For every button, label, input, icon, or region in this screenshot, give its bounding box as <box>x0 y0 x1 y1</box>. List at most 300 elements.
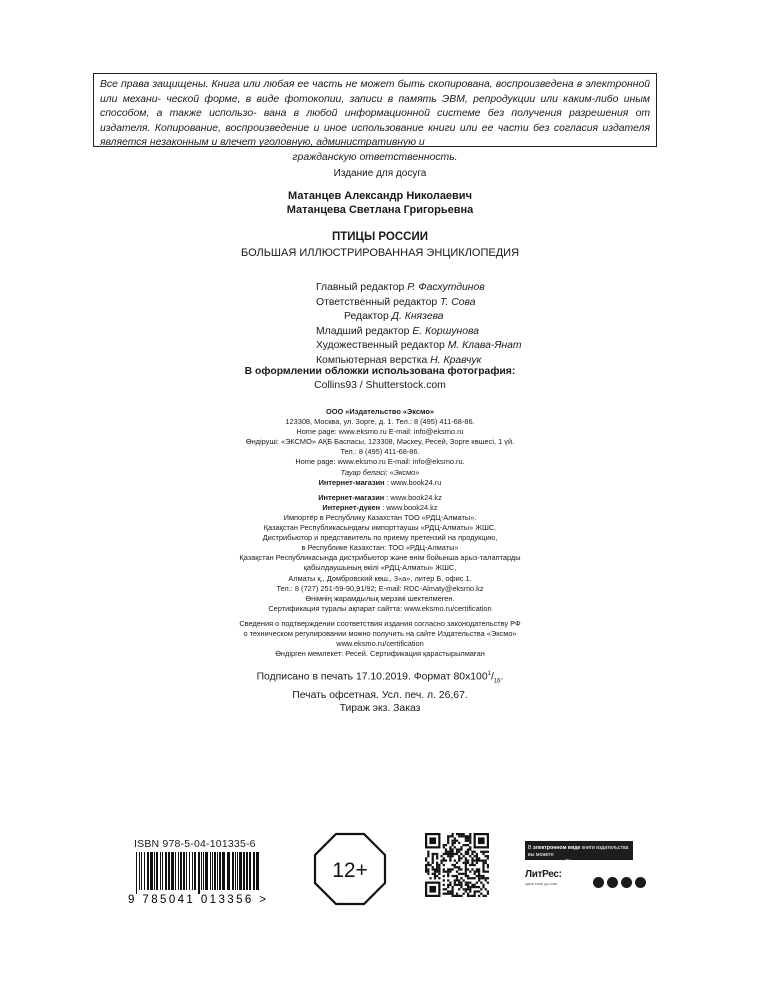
qr-module <box>487 866 489 868</box>
imprint-line <box>0 478 760 488</box>
qr-module <box>471 884 473 886</box>
barcode-bar <box>175 852 176 890</box>
qr-module <box>432 873 434 875</box>
imprint-line: в Республике Казахстан: ТОО «РДЦ-Алматы» <box>301 543 459 553</box>
qr-module <box>438 866 440 868</box>
qr-module <box>443 875 445 877</box>
qr-module <box>465 857 467 859</box>
editor-role: Редактор <box>344 311 389 323</box>
qr-module <box>432 855 434 857</box>
barcode-bar <box>192 852 193 890</box>
qr-module <box>456 877 458 879</box>
qr-module <box>449 835 451 837</box>
qr-module <box>438 877 440 879</box>
qr-module <box>463 879 465 881</box>
qr-module <box>447 873 449 875</box>
qr-module <box>467 886 469 888</box>
qr-module <box>467 888 469 890</box>
qr-module <box>469 882 471 884</box>
barcode-bar <box>186 852 187 890</box>
qr-module <box>449 882 451 884</box>
qr-module <box>463 888 465 890</box>
qr-module <box>447 886 449 888</box>
qr-module <box>465 875 467 877</box>
qr-module <box>432 853 434 855</box>
editor-row <box>316 325 522 340</box>
editor-row <box>316 281 522 296</box>
qr-module <box>456 833 458 835</box>
qr-finder <box>429 837 436 844</box>
qr-module <box>469 846 471 848</box>
qr-module <box>454 879 456 881</box>
qr-module <box>460 833 462 835</box>
android-icon <box>607 877 618 888</box>
qr-module <box>449 859 451 861</box>
qr-module <box>478 886 480 888</box>
qr-module <box>451 851 453 853</box>
qr-module <box>487 871 489 873</box>
qr-module <box>485 888 487 890</box>
qr-module <box>465 862 467 864</box>
qr-code <box>425 833 489 897</box>
qr-module <box>469 877 471 879</box>
qr-module <box>469 895 471 897</box>
barcode-bar <box>239 852 242 890</box>
qr-module <box>469 888 471 890</box>
qr-module <box>465 853 467 855</box>
qr-module <box>480 893 482 895</box>
qr-module <box>476 859 478 861</box>
qr-module <box>460 886 462 888</box>
print-signed: Подписано в печать 17.10.2019. Формат $80x100^1/_{16}$. <box>256 671 504 685</box>
qr-module <box>451 875 453 877</box>
qr-module <box>476 882 478 884</box>
qr-module <box>445 848 447 850</box>
qr-module <box>451 853 453 855</box>
qr-module <box>458 859 460 861</box>
qr-module <box>487 893 489 895</box>
qr-module <box>434 875 436 877</box>
qr-module <box>467 853 469 855</box>
qr-module <box>454 866 456 868</box>
barcode-bar <box>171 852 174 890</box>
qr-module <box>469 890 471 892</box>
qr-module <box>454 875 456 877</box>
qr-module <box>427 864 429 866</box>
qr-module <box>449 848 451 850</box>
qr-module <box>443 864 445 866</box>
qr-module <box>447 842 449 844</box>
qr-module <box>451 895 453 897</box>
qr-finder <box>429 886 436 893</box>
litres-banner-prefix: В <box>528 845 532 851</box>
qr-module <box>474 877 476 879</box>
qr-module <box>463 844 465 846</box>
qr-module <box>482 895 484 897</box>
qr-module <box>445 888 447 890</box>
qr-module <box>427 873 429 875</box>
qr-module <box>456 848 458 850</box>
qr-module <box>451 848 453 850</box>
book-subtitle: БОЛЬШАЯ ИЛЛЮСТРИРОВАННАЯ ЭНЦИКЛОПЕДИЯ <box>240 247 520 259</box>
qr-module <box>465 890 467 892</box>
qr-module <box>478 868 480 870</box>
platform-icons <box>593 877 646 888</box>
windows-icon <box>635 877 646 888</box>
qr-module <box>425 868 427 870</box>
qr-module <box>436 868 438 870</box>
qr-module <box>449 857 451 859</box>
qr-module <box>467 859 469 861</box>
barcode-bar <box>243 852 245 890</box>
qr-module <box>447 884 449 886</box>
editor-role: Художественный редактор <box>316 340 445 352</box>
qr-module <box>482 859 484 861</box>
editor-role: Главный редактор <box>316 282 405 293</box>
qr-module <box>434 871 436 873</box>
qr-module <box>443 893 445 895</box>
qr-module <box>458 835 460 837</box>
cover-credit-source: Collins93 / Shutterstock.com <box>314 379 446 391</box>
qr-module <box>474 855 476 857</box>
qr-module <box>471 877 473 879</box>
qr-module <box>467 862 469 864</box>
imprint-line: Home page: www.eksmo.ru E-mail: info@eksmo.ru. <box>295 457 465 467</box>
shop-label: Интернет-магазин <box>318 492 385 502</box>
qr-module <box>425 871 427 873</box>
qr-module <box>474 873 476 875</box>
qr-module <box>449 893 451 895</box>
qr-module <box>482 877 484 879</box>
format-sup: 1 <box>487 671 491 677</box>
qr-module <box>451 893 453 895</box>
qr-module <box>427 862 429 864</box>
qr-module <box>460 846 462 848</box>
barcode-bar <box>168 852 170 890</box>
editor-name: Т. Сова <box>440 296 476 308</box>
qr-module <box>456 862 458 864</box>
qr-module <box>467 882 469 884</box>
author-name: Матанцева Светлана Григорьевна <box>286 204 474 216</box>
qr-module <box>456 879 458 881</box>
qr-module <box>460 868 462 870</box>
qr-module <box>456 840 458 842</box>
litres-url: www.litres.ru <box>552 859 585 865</box>
qr-module <box>432 868 434 870</box>
qr-module <box>451 864 453 866</box>
qr-module <box>465 873 467 875</box>
qr-module <box>451 855 453 857</box>
qr-module <box>482 851 484 853</box>
qr-module <box>485 862 487 864</box>
qr-module <box>449 890 451 892</box>
qr-module <box>465 840 467 842</box>
qr-module <box>471 886 473 888</box>
qr-module <box>443 846 445 848</box>
qr-module <box>487 851 489 853</box>
qr-module <box>478 857 480 859</box>
qr-module <box>463 835 465 837</box>
qr-module <box>474 859 476 861</box>
qr-module <box>487 882 489 884</box>
qr-module <box>443 859 445 861</box>
qr-module <box>456 875 458 877</box>
barcode-bar <box>154 852 155 890</box>
barcode-bar <box>232 852 234 890</box>
qr-module <box>432 857 434 859</box>
qr-module <box>465 882 467 884</box>
qr-module <box>456 893 458 895</box>
editor-role: Младший редактор <box>316 325 410 337</box>
qr-module <box>474 886 476 888</box>
qr-module <box>451 886 453 888</box>
qr-module <box>447 890 449 892</box>
qr-module <box>449 855 451 857</box>
qr-module <box>460 895 462 897</box>
qr-module <box>471 859 473 861</box>
qr-module <box>436 855 438 857</box>
qr-module <box>469 871 471 873</box>
qr-module <box>476 890 478 892</box>
qr-module <box>480 888 482 890</box>
qr-module <box>427 851 429 853</box>
barcode-bar <box>198 852 200 894</box>
imprint-line: Тауар белгісі: «Эксмо» <box>340 467 420 477</box>
qr-module <box>451 888 453 890</box>
qr-module <box>469 837 471 839</box>
isbn-barcode-block <box>128 838 268 904</box>
qr-module <box>460 857 462 859</box>
qr-module <box>434 873 436 875</box>
qr-module <box>485 851 487 853</box>
qr-module <box>474 851 476 853</box>
qr-module <box>458 873 460 875</box>
qr-module <box>447 875 449 877</box>
qr-module <box>440 862 442 864</box>
editor-name: М. Клава-Янат <box>447 340 522 352</box>
print-info <box>0 668 760 716</box>
qr-module <box>460 884 462 886</box>
qr-module <box>480 882 482 884</box>
qr-module <box>458 855 460 857</box>
qr-module <box>434 853 436 855</box>
qr-module <box>474 871 476 873</box>
qr-module <box>443 871 445 873</box>
qr-module <box>485 859 487 861</box>
barcode-bar <box>150 852 153 890</box>
litres-promo <box>525 841 633 903</box>
qr-module <box>454 837 456 839</box>
editor-row <box>316 339 522 354</box>
qr-module <box>467 844 469 846</box>
editor-role: Ответственный редактор <box>316 296 438 308</box>
imprint-line: 123308, Москва, ул. Зорге, д. 1. Тел.: 8 (495) 411-68-86. <box>285 417 475 427</box>
qr-module <box>458 888 460 890</box>
qr-module <box>469 842 471 844</box>
qr-module <box>478 877 480 879</box>
qr-module <box>463 862 465 864</box>
qr-module <box>458 842 460 844</box>
qr-module <box>458 884 460 886</box>
qr-module <box>478 873 480 875</box>
qr-module <box>482 853 484 855</box>
qr-module <box>456 884 458 886</box>
barcode-bar <box>205 852 208 890</box>
qr-module <box>443 857 445 859</box>
qr-module <box>458 879 460 881</box>
qr-module <box>425 859 427 861</box>
qr-module <box>485 871 487 873</box>
barcode-bar <box>227 852 230 890</box>
qr-module <box>451 842 453 844</box>
qr-module <box>436 862 438 864</box>
qr-module <box>438 871 440 873</box>
qr-module <box>474 895 476 897</box>
editor-name: Р. Фасхутдинов <box>407 282 485 293</box>
litres-banner-bold: электронном виде <box>532 845 581 851</box>
barcode-bar <box>217 852 218 890</box>
qr-module <box>436 875 438 877</box>
age-rating-badge <box>312 831 388 907</box>
barcode-bar <box>156 852 158 890</box>
barcode-bar <box>136 852 137 894</box>
qr-module <box>469 886 471 888</box>
qr-module <box>434 868 436 870</box>
qr-module <box>485 879 487 881</box>
qr-module <box>443 879 445 881</box>
qr-module <box>487 877 489 879</box>
qr-module <box>476 871 478 873</box>
qr-module <box>471 864 473 866</box>
copyright-notice <box>93 73 657 163</box>
barcode-bar <box>253 852 255 890</box>
qr-module <box>465 868 467 870</box>
imprint-line: Импортёр в Республику Казахстан ТОО «РДЦ-Алматы». <box>283 512 477 522</box>
barcode-bar <box>249 852 251 890</box>
author-name: Матанцев Александр Николаевич <box>288 190 472 202</box>
qr-module <box>454 884 456 886</box>
qr-module <box>425 857 427 859</box>
qr-module <box>465 859 467 861</box>
qr-module <box>471 851 473 853</box>
qr-module <box>458 851 460 853</box>
qr-module <box>443 884 445 886</box>
barcode-bar <box>237 852 238 890</box>
qr-module <box>467 868 469 870</box>
litres-logo: ЛитРес: <box>525 869 562 880</box>
imprint-line <box>0 493 760 503</box>
barcode-bar <box>178 852 179 890</box>
edition-type: Издание для досуга <box>333 168 427 179</box>
barcode-bar <box>210 852 211 890</box>
barcode-bar <box>201 852 202 890</box>
qr-module <box>445 844 447 846</box>
qr-module <box>467 875 469 877</box>
qr-module <box>447 853 449 855</box>
barcode-bar <box>219 852 221 890</box>
qr-module <box>463 833 465 835</box>
barcode <box>128 852 268 904</box>
qr-module <box>447 837 449 839</box>
imprint-line: Қазақстан Республикасындағы импорттаушы «РДЦ-Алматы» ЖШС. <box>263 523 497 533</box>
qr-module <box>443 888 445 890</box>
qr-module <box>474 884 476 886</box>
qr-module <box>436 864 438 866</box>
qr-module <box>476 868 478 870</box>
qr-module <box>456 895 458 897</box>
qr-module <box>465 866 467 868</box>
imprint-line: Дистрибьютор и представитель по приему претензий на продукцию, <box>262 533 498 543</box>
print-run: Тираж экз. Заказ <box>339 703 421 715</box>
qr-module <box>456 866 458 868</box>
qr-module <box>454 853 456 855</box>
qr-module <box>460 853 462 855</box>
qr-module <box>427 853 429 855</box>
qr-module <box>487 890 489 892</box>
qr-module <box>467 848 469 850</box>
qr-module <box>451 840 453 842</box>
qr-module <box>474 864 476 866</box>
qr-module <box>469 864 471 866</box>
qr-module <box>449 884 451 886</box>
qr-module <box>458 866 460 868</box>
imprint-line: Сертификация туралы ақпарат сайтта: www.eksmo.ru/certification <box>268 603 492 613</box>
shop-label: Интернет-дүкен <box>322 502 381 512</box>
qr-module <box>480 851 482 853</box>
barcode-bar <box>235 852 236 890</box>
litres-banner-prefix2: купить на <box>528 859 551 865</box>
qr-module <box>465 851 467 853</box>
imprint-line: Өндірген мемлекет: Ресей. Сертификация қарастырылмаған <box>275 649 485 659</box>
imprint-line: Тел.: 8 (495) 411-68-86. <box>340 447 420 457</box>
qr-module <box>465 884 467 886</box>
shop-url: : www.book24.kz <box>384 492 442 502</box>
qr-module <box>445 871 447 873</box>
qr-module <box>465 871 467 873</box>
isbn-number: ISBN 978-5-04-101335-6 <box>134 838 256 850</box>
qr-module <box>454 846 456 848</box>
qr-module <box>476 857 478 859</box>
qr-module <box>454 840 456 842</box>
qr-module <box>449 846 451 848</box>
shop-label: Интернет-магазин <box>318 477 385 487</box>
authors <box>0 189 760 217</box>
qr-module <box>460 882 462 884</box>
qr-module <box>463 893 465 895</box>
barcode-bar <box>194 852 196 890</box>
imprint-line: Home page: www.eksmo.ru E-mail: info@eksmo.ru <box>296 427 464 437</box>
barcode-bar <box>222 852 225 890</box>
qr-module <box>476 853 478 855</box>
qr-module <box>482 884 484 886</box>
qr-module <box>482 886 484 888</box>
qr-module <box>451 833 453 835</box>
barcode-bar <box>180 852 182 890</box>
qr-module <box>467 837 469 839</box>
qr-module <box>427 868 429 870</box>
litres-banner-rest: книги издательства вы можете <box>528 845 629 858</box>
barcode-bar <box>203 852 204 890</box>
qr-module <box>454 842 456 844</box>
qr-module <box>445 859 447 861</box>
barcode-bar <box>162 852 163 890</box>
publisher-imprint <box>0 407 760 659</box>
qr-module <box>432 859 434 861</box>
editor-name: Е. Коршунова <box>412 325 480 337</box>
apple-icon <box>593 877 604 888</box>
qr-module <box>458 882 460 884</box>
qr-module <box>480 859 482 861</box>
